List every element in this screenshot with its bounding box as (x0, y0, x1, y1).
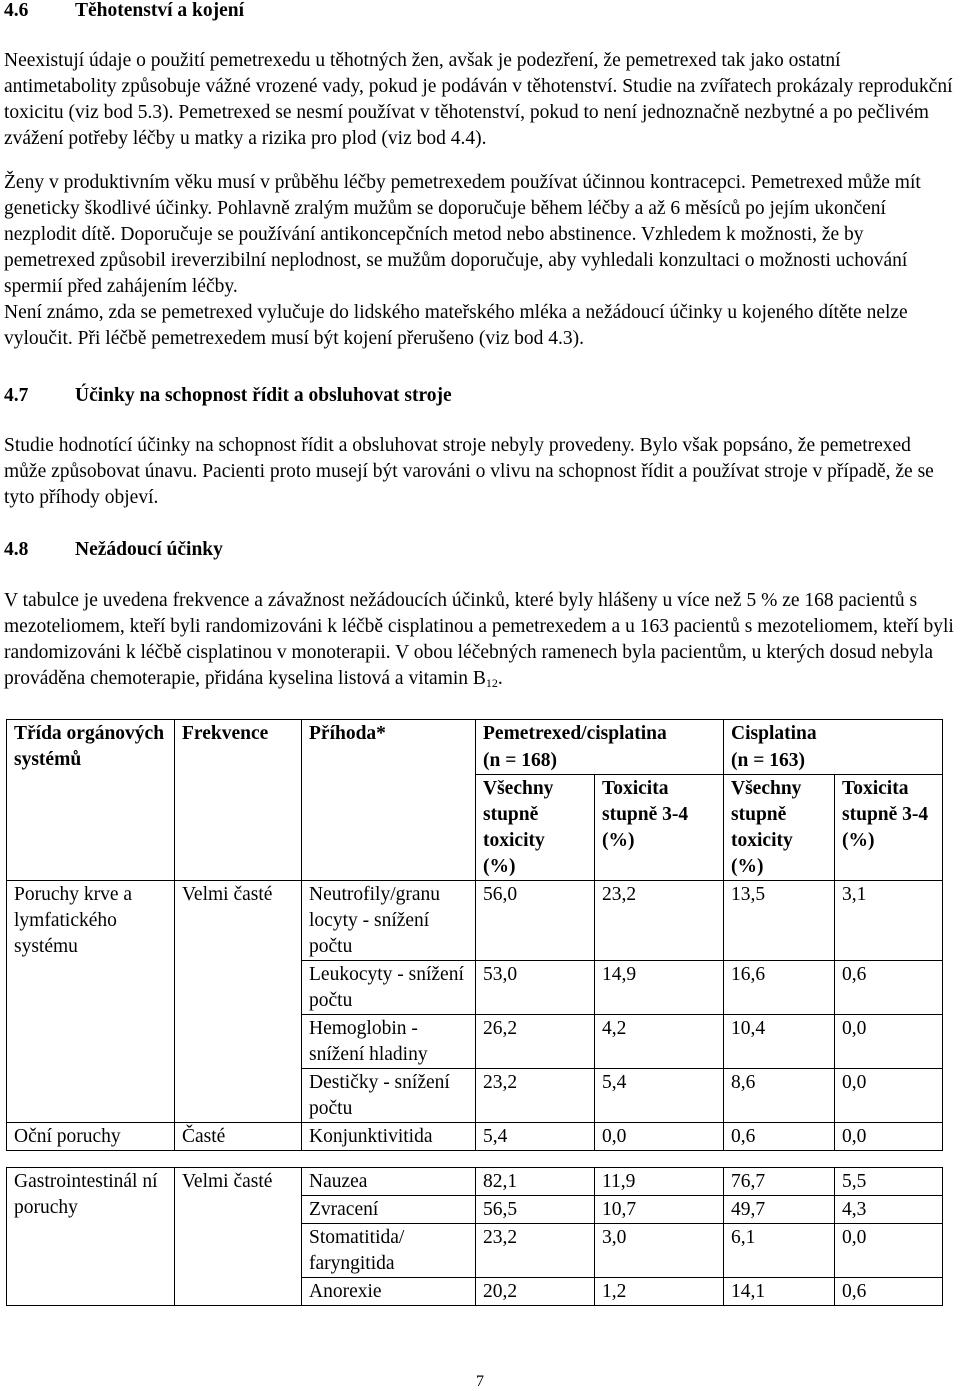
paragraph-breastfeeding: Není známo, zda se pemetrexed vylučuje do lidského mateřského mléka a nežádoucí účinky u kojeného dítěte nelze vyloučit. Při léčbě pemetrexedem musí být kojení přerušeno (viz bod 4.3). (4, 302, 908, 349)
intro-end: . (497, 668, 503, 689)
cell-value: 20,2 (476, 1278, 595, 1306)
cell-value: 11,9 (595, 1168, 724, 1196)
header-grade-3-4: Toxicita stupně 3-4 (%) (835, 775, 943, 881)
cell-value: 0,0 (835, 1123, 943, 1151)
cell-value: 76,7 (724, 1168, 835, 1196)
cell-value: 26,2 (476, 1015, 595, 1069)
header-all-grades: Všechny stupně toxicity (%) (724, 775, 835, 881)
cell-frequency: Časté (175, 1123, 302, 1151)
cell-value: 4,2 (595, 1015, 724, 1069)
cell-value: 14,9 (595, 961, 724, 1015)
cell-value: 0,6 (835, 1278, 943, 1306)
section-title: Účinky na schopnost řídit a obsluhovat stroje (75, 385, 452, 406)
intro-text: V tabulce je uvedena frekvence a závažnost nežádoucích účinků, které byly hlášeny u více než 5 % ze 168 pacientů s mezoteliomem, kteří byli randomizováni k léčbě cisplatinou a pemetrexedem a u 163 pacientů s mezoteliomem, kteří byli randomizováni k léčbě cisplatinou v monoterapii. V obou léčebných ramenech byla pacientům, u kterých dosud nebyla prováděna chemoterapie, přidána kyselina listová a vitamin B (4, 590, 954, 689)
cell-value: 23,2 (476, 1069, 595, 1123)
cell-value: 5,5 (835, 1168, 943, 1196)
cell-value: 5,4 (476, 1123, 595, 1151)
cell-value: 23,2 (476, 1224, 595, 1278)
cell-value: 0,0 (595, 1123, 724, 1151)
header-arm-pem-cis-n: (n = 168) (476, 747, 724, 775)
cell-value: 8,6 (724, 1069, 835, 1123)
adverse-events-table (6, 719, 943, 1306)
cell-value: 56,5 (476, 1196, 595, 1224)
cell-value: 5,4 (595, 1069, 724, 1123)
header-all-grades: Všechny stupně toxicity (%) (476, 775, 595, 881)
table-row (7, 881, 943, 961)
cell-organ-class: Oční poruchy (7, 1123, 175, 1151)
cell-value: 3,1 (835, 881, 943, 961)
header-event: Příhoda* (302, 720, 476, 881)
vitamin-subscript: 12 (485, 676, 498, 690)
cell-event: Anorexie (302, 1278, 476, 1306)
paragraph-pregnancy: Neexistují údaje o použití pemetrexedu u těhotných žen, avšak je podezření, že pemetrexed tak jako ostatní antimetabolity způsobuje vážné vrozené vady, pokud je podáván v těhotenství. Studie na zvířatech prokázaly reprodukční toxicitu (viz bod 5.3). Pemetrexed se nesmí používat v těhotenství, pokud to není jednoznačně nezbytné a po pečlivém zvážení potřeby léčby u matky a rizika pro plod (viz bod 4.4). (4, 50, 953, 149)
cell-value: 82,1 (476, 1168, 595, 1196)
cell-event: Hemoglobin - snížení hladiny (302, 1015, 476, 1069)
cell-value: 53,0 (476, 961, 595, 1015)
header-frequency: Frekvence (175, 720, 302, 881)
cell-value: 0,0 (835, 1069, 943, 1123)
section-heading-4-6 (4, 0, 244, 24)
cell-event: Neutrofily/granu locyty - snížení počtu (302, 881, 476, 961)
header-arm-cis-n: (n = 163) (724, 747, 943, 775)
table-header-row (7, 720, 943, 748)
paragraph-driving: Studie hodnotící účinky na schopnost řídit a obsluhovat stroje nebyly provedeny. Bylo však popsáno, že pemetrexed může způsobovat únavu. Pacienti proto musejí být varováni o vlivu na schopnost řídit a používat stroje v případě, že se tyto příhody objeví. (4, 435, 934, 508)
header-organ-class: Třída orgánových systémů (7, 720, 175, 881)
header-arm-cis: Cisplatina (724, 720, 943, 748)
cell-event: Stomatitida/ faryngitida (302, 1224, 476, 1278)
cell-event: Konjunktivitida (302, 1123, 476, 1151)
cell-value: 3,0 (595, 1224, 724, 1278)
section-number: 4.6 (4, 0, 29, 21)
cell-organ-class: Poruchy krve a lymfatického systému (7, 881, 175, 1123)
section-title: Těhotenství a kojení (75, 0, 245, 21)
cell-event: Leukocyty - snížení počtu (302, 961, 476, 1015)
cell-value: 4,3 (835, 1196, 943, 1224)
cell-value: 56,0 (476, 881, 595, 961)
cell-value: 6,1 (724, 1224, 835, 1278)
table-row (7, 1123, 943, 1151)
cell-event: Nauzea (302, 1168, 476, 1196)
header-arm-pem-cis: Pemetrexed/cisplatina (476, 720, 724, 748)
paragraph-contraception: Ženy v produktivním věku musí v průběhu léčby pemetrexedem používat účinnou kontracepci. Pemetrexed může mít geneticky škodlivé účinky. Pohlavně zralým mužům se doporučuje během léčby a až 6 měsíců po jejím ukončení nezplodit dítě. Doporučuje se používání antikoncepčních metod nebo abstinence. Vzhledem k možnosti, že by pemetrexed způsobil ireverzibilní neplodnost, se mužům doporučuje, aby vyhledali konzultaci o možnosti uchování spermií před zahájením léčby. (4, 172, 921, 297)
cell-event: Destičky - snížení počtu (302, 1069, 476, 1123)
cell-organ-class: Gastrointestinál ní poruchy (7, 1168, 175, 1306)
paragraph-adverse-intro (4, 588, 956, 692)
cell-value: 16,6 (724, 961, 835, 1015)
cell-frequency: Velmi časté (175, 1168, 302, 1306)
header-grade-3-4: Toxicita stupně 3-4 (%) (595, 775, 724, 881)
cell-value: 1,2 (595, 1278, 724, 1306)
cell-value: 10,4 (724, 1015, 835, 1069)
section-title: Nežádoucí účinky (75, 539, 223, 560)
table-spacer-row (7, 1151, 943, 1168)
cell-value: 0,0 (835, 1224, 943, 1278)
cell-value: 0,6 (835, 961, 943, 1015)
paragraph-contraception-block (4, 170, 956, 352)
cell-value: 10,7 (595, 1196, 724, 1224)
cell-value: 0,6 (724, 1123, 835, 1151)
cell-value: 0,0 (835, 1015, 943, 1069)
cell-frequency: Velmi časté (175, 881, 302, 1123)
section-heading-4-7 (4, 383, 452, 409)
section-number: 4.7 (4, 385, 29, 406)
cell-value: 13,5 (724, 881, 835, 961)
cell-event: Zvracení (302, 1196, 476, 1224)
section-heading-4-8 (4, 537, 223, 563)
table-row (7, 1168, 943, 1196)
page-number: 7 (476, 1373, 484, 1390)
section-number: 4.8 (4, 539, 29, 560)
cell-value: 49,7 (724, 1196, 835, 1224)
cell-value: 14,1 (724, 1278, 835, 1306)
cell-value: 23,2 (595, 881, 724, 961)
